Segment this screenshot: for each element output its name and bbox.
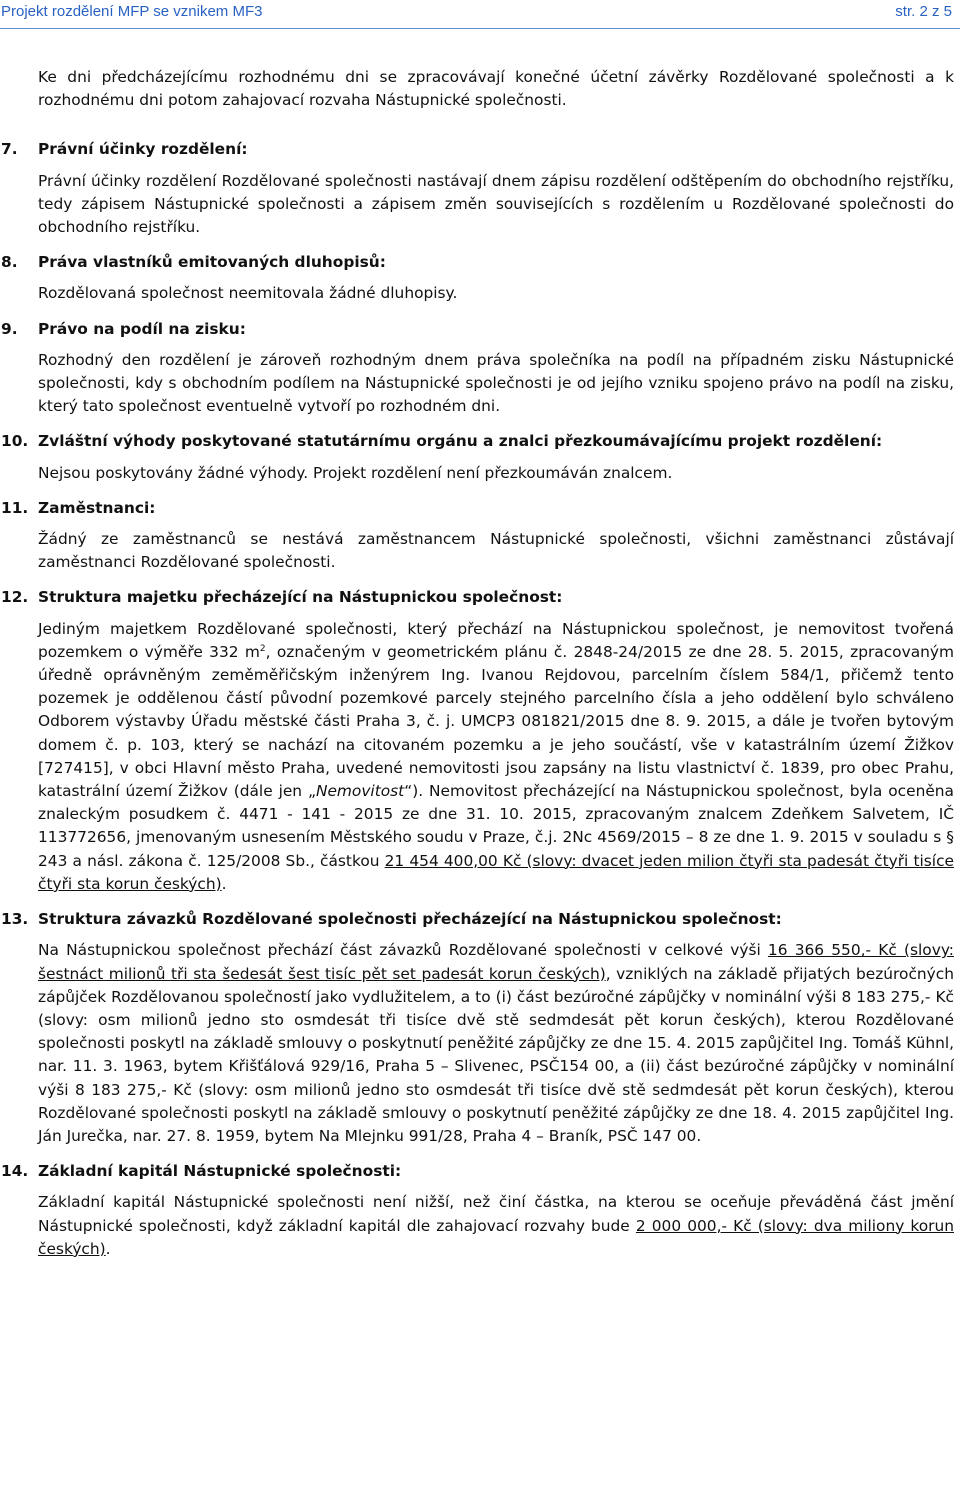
header-document-title: Projekt rozdělení MFP se vznikem MF3 — [1, 3, 263, 20]
body-text: Jediným majetkem Rozdělované společnosti, který přechází na Nástupnickou společnost, je nemovitost tvořená pozemkem o výměře 332 m — [38, 619, 954, 661]
section-heading — [1, 430, 954, 453]
section-body: Žádný ze zaměstnanců se nestává zaměstnancem Nástupnické společnosti, všichni zaměstnanci zůstávají zaměstnanci Rozdělované společnosti. — [38, 530, 954, 572]
italic-term: Nemovitost — [315, 782, 405, 801]
body-text: . — [105, 1239, 111, 1258]
section-heading — [1, 908, 954, 931]
section-title: Základní kapitál Nástupnické společnosti: — [38, 1162, 402, 1181]
body-text: , vzniklých na základě přijatých bezúročných zápůjček Rozdělovanou společností jako vydlužitelem, a to (i) část bezúročné zápůjčky v nominální výši 8 183 275,- Kč (slovy: osm milionů jedno sto osmdesát tři tisíce dvě stě sedmdesát pět korun českých), kterou Rozdělované společnosti poskytl na základě smlouvy o poskytnutí peněžité zápůjčky ze dne 15. 4. 2015 zapůjčitel Ing. Tomáš Kühnl, nar. 11. 3. 1963, bytem Křišťálová 929/16, Praha 5 – Slivenec, PSČ154 00, a (ii) část bezúročné zápůjčky v nominální výši 8 183 275,- Kč (slovy: osm milionů jedno sto osmdesát tři tisíce dvě stě sedmdesát pět korun českých), kterou Rozdělované společnosti poskytl na základě smlouvy o poskytnutí peněžité zápůjčky ze dne 18. 4. 2015 zapůjčitel Ing. Ján Jurečka, nar. 27. 8. 1959, bytem Na Mlejnku 991/28, Praha 4 – Braník, PSČ 147 00. — [38, 964, 954, 1145]
section-heading — [1, 1160, 954, 1183]
section-11 — [1, 497, 954, 575]
section-number: 14. — [1, 1162, 29, 1181]
section-body: Rozhodný den rozdělení je zároveň rozhodným dnem práva společníka na podíl na případném zisku Nástupnické společnosti, kdy s obchodním podílem na Nástupnické společnosti je od jejího vzniku spojeno právo na podíl na zisku, který tato společnost eventuelně vytvoří po rozhodném dni. — [38, 350, 954, 416]
section-title: Struktura majetku přecházející na Nástupnickou společnost: — [38, 588, 563, 607]
section-number: 7. — [1, 140, 18, 159]
section-body: Nejsou poskytovány žádné výhody. Projekt rozdělení není přezkoumáván znalcem. — [38, 463, 673, 482]
section-title: Práva vlastníků emitovaných dluhopisů: — [38, 253, 386, 272]
section-12 — [1, 586, 954, 896]
section-7 — [1, 138, 954, 239]
section-heading — [1, 138, 954, 161]
body-text: Na Nástupnickou společnost přechází část závazků Rozdělované společnosti v celkové výši — [38, 941, 768, 960]
section-title: Zvláštní výhody poskytované statutárnímu orgánu a znalci přezkoumávajícímu projekt rozdělení: — [38, 432, 883, 451]
section-heading — [1, 318, 954, 341]
section-body — [38, 1191, 954, 1261]
section-9 — [1, 318, 954, 419]
section-title: Zaměstnanci: — [38, 498, 156, 517]
body-text: , označeným v geometrickém plánu č. 2848-24/2015 ze dne 28. 5. 2015, zpracovaným úředně oprávněným zeměměřičským inženýrem Ing. Ivanou Rejdovou, parcelním číslem 584/1, přičemž tento pozemek je oddělenou částí původní pozemkové parcely stejného parcelního čísla a jeho oddělení bylo schváleno Odborem výstavby Úřadu městské části Praha 3, č. j. UMCP3 081821/2015 dne 8. 9. 2015, a dále je tvořen bytovým domem č. p. 103, který se nachází na citovaném pozemku a je jeho součástí, vše v katastrálním území Žižkov [727415], v obci Hlavní město Praha, uvedené nemovitosti jsou zapsány na listu vlastnictví č. 1839, pro obec Prahu, katastrální území Žižkov (dále jen „ — [38, 642, 954, 801]
body-text: . — [221, 874, 227, 893]
section-heading — [1, 251, 954, 274]
section-heading — [1, 586, 954, 609]
section-14 — [1, 1160, 955, 1261]
body-text: Základní kapitál Nástupnické společnosti není nižší, než činí částka, na kterou se oceňuje převáděná část jmění Nástupnické společnosti, když základní kapitál dle zahajovací rozvahy bude — [38, 1193, 954, 1235]
superscript: 2 — [259, 643, 266, 654]
body-text: “). Nemovitost přecházející na Nástupnickou společnost, byla oceněna znaleckým posudkem č. 4471 - 141 - 2015 ze dne 31. 10. 2015, zpracovaným znalcem Zdeňkem Salvetem, IČ 113772656, jmenovaným usnesením Městského soudu v Praze, č.j. 2Nc 4569/2015 – 8 ze dne 1. 9. 2015 v souladu s § 243 a násl. zákona č. 125/2008 Sb., částkou — [38, 782, 954, 870]
underlined-amount: 2 000 000,- Kč (slovy: dva miliony korun českých) — [38, 1216, 955, 1258]
section-title: Právo na podíl na zisku: — [38, 319, 246, 338]
section-number: 9. — [1, 319, 18, 338]
section-8 — [1, 251, 954, 305]
section-title: Právní účinky rozdělení: — [38, 140, 248, 159]
section-body — [38, 939, 954, 1148]
section-number: 12. — [1, 588, 29, 607]
section-number: 10. — [1, 432, 29, 451]
header-page-number: str. 2 z 5 — [895, 3, 952, 20]
section-body — [38, 618, 954, 896]
section-heading — [1, 497, 954, 520]
section-body: Rozdělovaná společnost neemitovala žádné dluhopisy. — [38, 284, 458, 303]
section-number: 13. — [1, 910, 29, 929]
section-number: 8. — [1, 253, 18, 272]
section-13 — [1, 908, 954, 1148]
underlined-amount: 16 366 550,- Kč (slovy: šestnáct milionů tři sta šedesát šest tisíc pět set padesát korun českých) — [38, 941, 954, 983]
section-10 — [1, 430, 954, 484]
section-number: 11. — [1, 498, 29, 517]
section-body: Právní účinky rozdělení Rozdělované společnosti nastávají dnem zápisu rozdělení odštěpením do obchodního rejstříku, tedy zápisem Nástupnické společnosti a zápisem změn souvisejících s rozdělením u Rozdělované společnosti do obchodního rejstříku. — [38, 171, 954, 237]
underlined-amount: 21 454 400,00 Kč (slovy: dvacet jeden milion čtyři sta padesát čtyři tisíce čtyři sta korun českých) — [38, 851, 954, 893]
section-title: Struktura závazků Rozdělované společnosti přecházející na Nástupnickou společnost: — [38, 910, 782, 929]
intro-paragraph: Ke dni předcházejícímu rozhodnému dni se zpracovávají konečné účetní závěrky Rozdělované společnosti a k rozhodnému dni potom zahajovací rozvaha Nástupnické společnosti. — [38, 68, 954, 110]
document-body — [1, 66, 955, 1261]
page-header — [0, 0, 960, 29]
